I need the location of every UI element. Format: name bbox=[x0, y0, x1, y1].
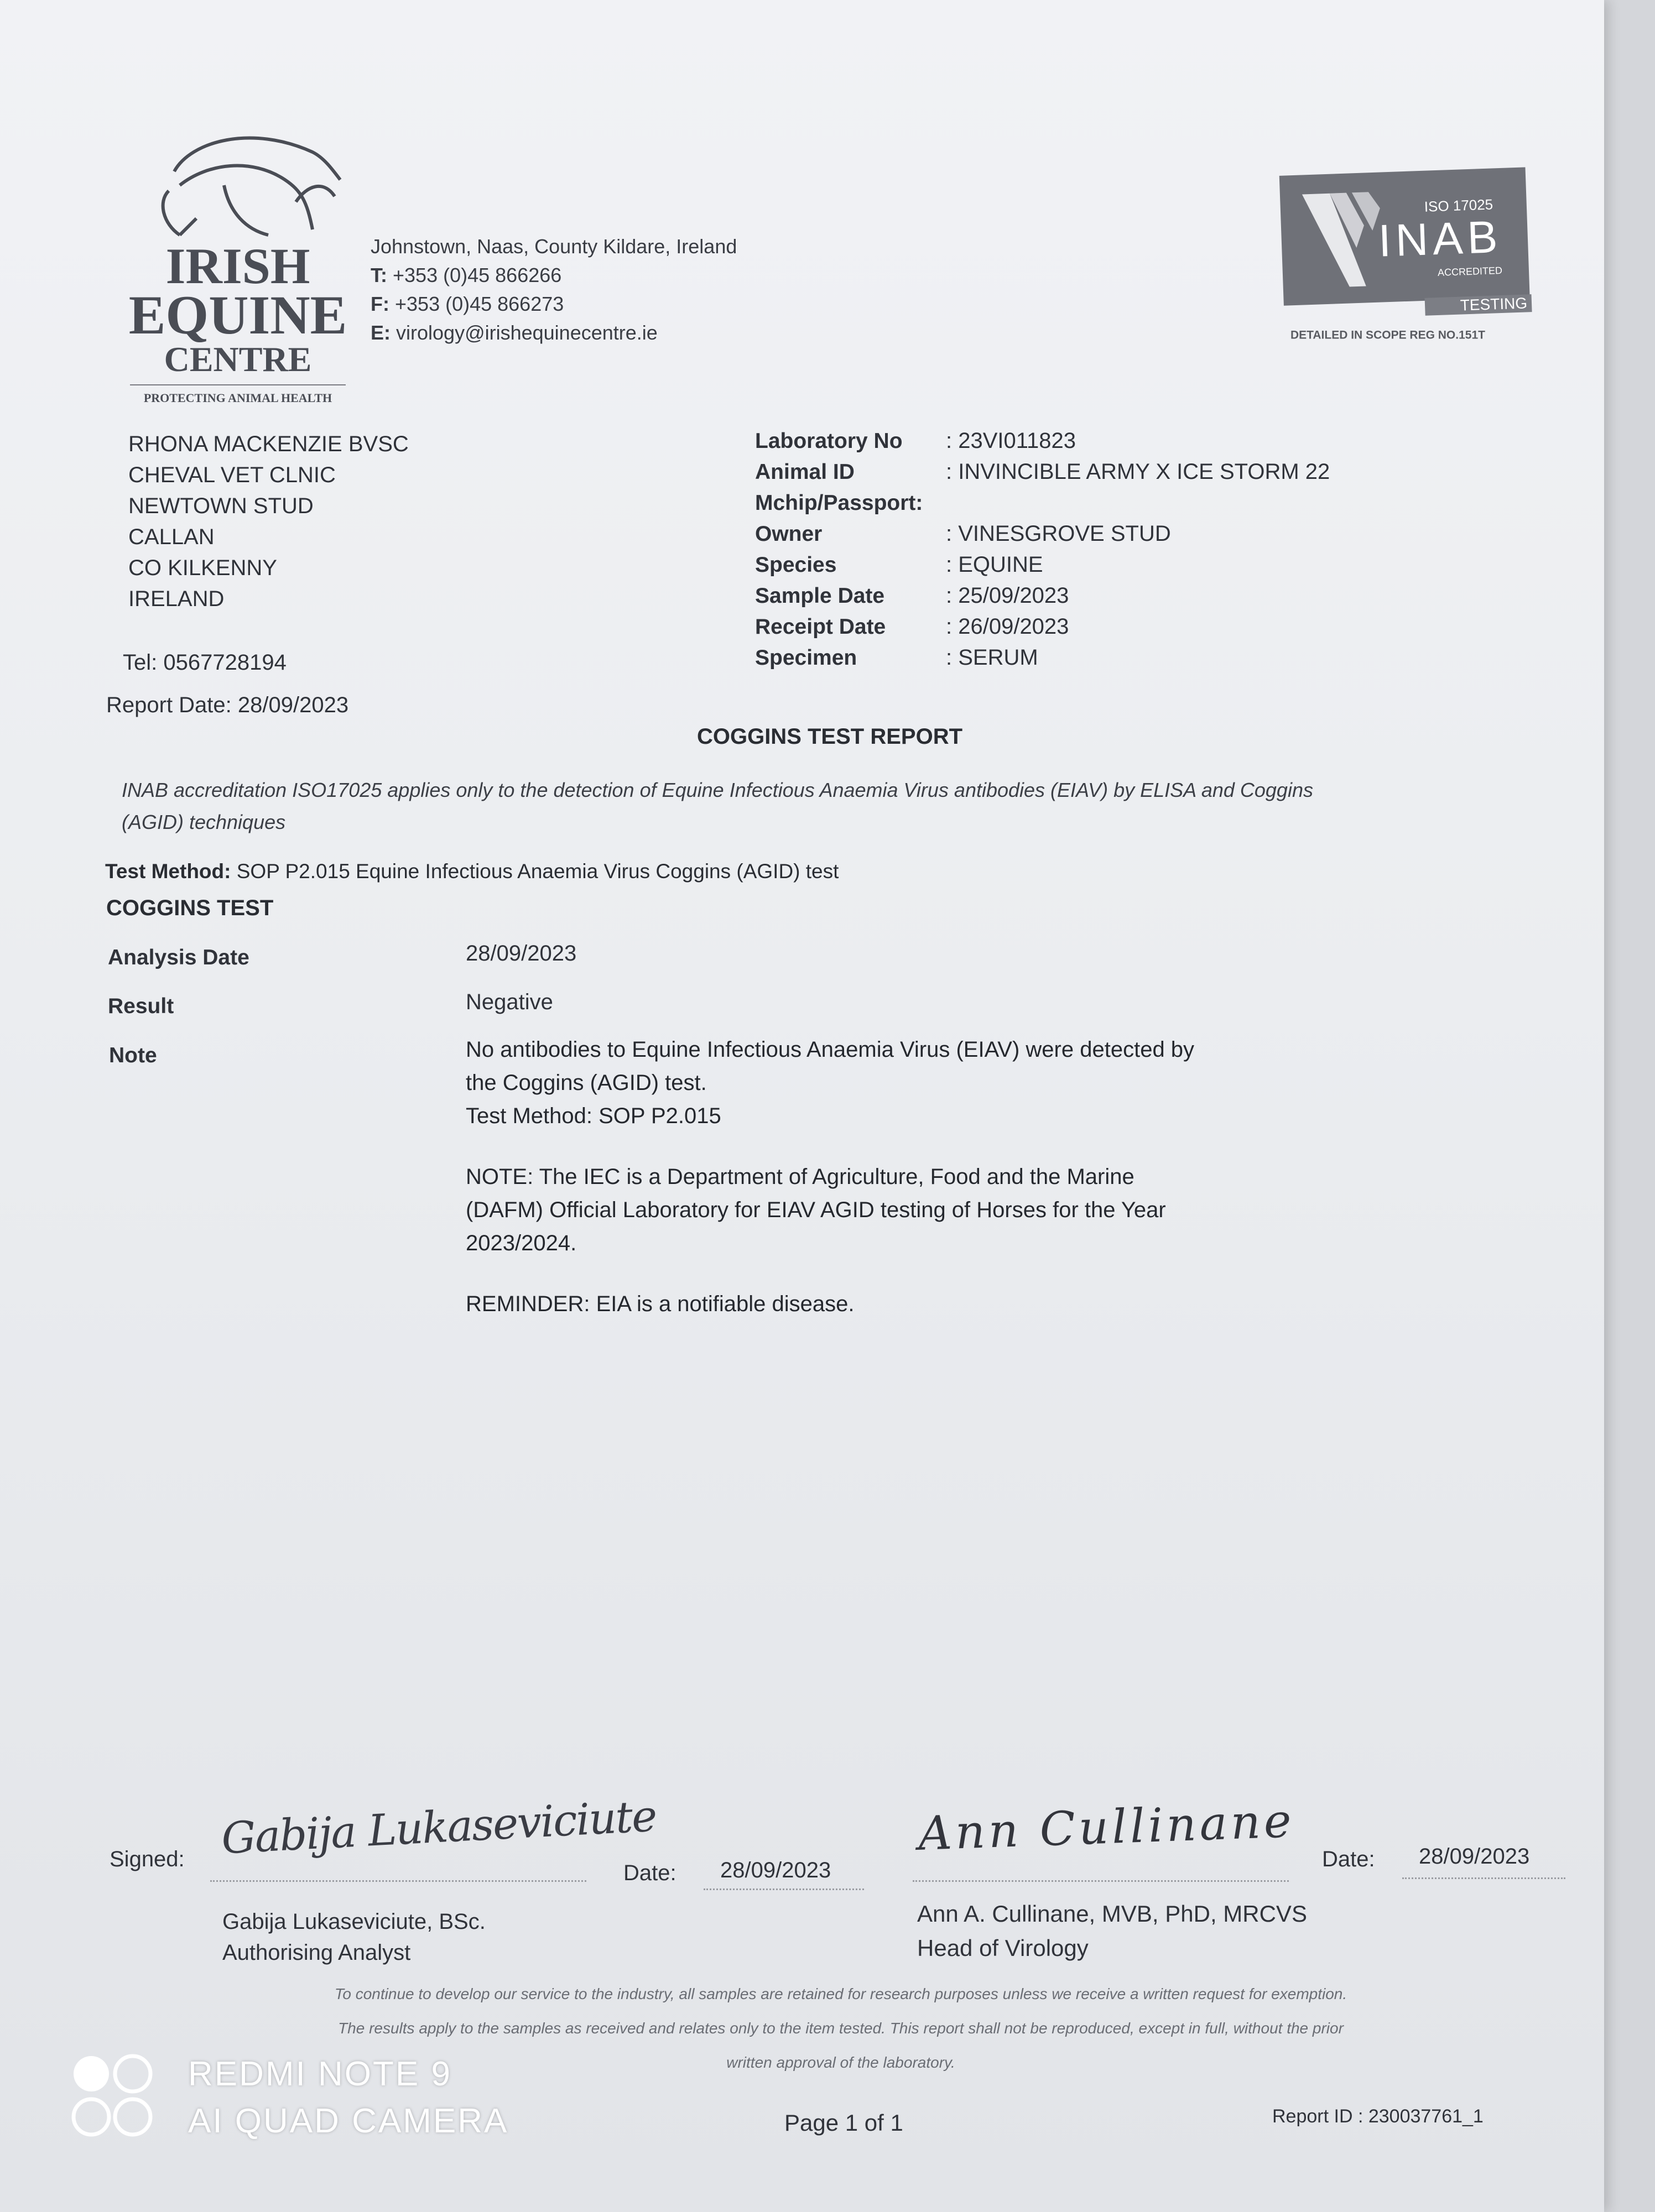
contact-email: E: virology@irishequinecentre.ie bbox=[371, 321, 658, 344]
date-value-1: 28/09/2023 bbox=[720, 1858, 831, 1882]
report-title: COGGINS TEST REPORT bbox=[696, 724, 963, 749]
signature-2-handwriting: Ann Cullinane bbox=[917, 1793, 1296, 1861]
camera-watermark bbox=[69, 2052, 622, 2151]
page-number: Page 1 of 1 bbox=[784, 2110, 903, 2136]
signature-1-handwriting: Gabija Lukaseviciute bbox=[220, 1791, 658, 1864]
reminder: REMINDER: EIA is a notifiable disease. bbox=[466, 1292, 855, 1316]
date-label-1: Date: bbox=[623, 1861, 676, 1885]
signatory-1 bbox=[222, 1906, 486, 1968]
detail-row: Sample Date : 25/09/2023 bbox=[755, 583, 1069, 608]
analysis-date-label: Analysis Date bbox=[108, 946, 249, 969]
recipient-tel: Tel: 0567728194 bbox=[123, 650, 287, 675]
note-line: (DAFM) Official Laboratory for EIAV AGID testing of Horses for the Year bbox=[466, 1198, 1166, 1222]
logo-tagline: PROTECTING ANIMAL HEALTH bbox=[130, 384, 346, 405]
result-label: Result bbox=[108, 994, 174, 1018]
logo-line-irish: IRISH bbox=[165, 238, 310, 294]
note-text bbox=[466, 1033, 1295, 1321]
inab-iso: ISO 17025 bbox=[1424, 196, 1493, 215]
watermark-line-1: REDMI NOTE 9 bbox=[188, 2055, 452, 2093]
disclaimer-line: To continue to develop our service to the industry, all samples are retained for research purposes unless we receive a written request for exemption. bbox=[334, 1985, 1347, 2002]
logo-line-equine: EQUINE bbox=[128, 284, 347, 346]
note-line: NOTE: The IEC is a Department of Agriculture, Food and the Marine bbox=[466, 1165, 1134, 1189]
detail-row: Animal ID : INVINCIBLE ARMY X ICE STORM 22 bbox=[755, 460, 1330, 484]
quad-camera-icon bbox=[69, 2052, 158, 2140]
recipient-line: CALLAN bbox=[128, 525, 215, 549]
detail-row: Owner : VINESGROVE STUD bbox=[755, 521, 1171, 546]
iec-logo bbox=[124, 119, 351, 406]
result-value: Negative bbox=[466, 990, 553, 1014]
note-line: Test Method: SOP P2.015 bbox=[466, 1104, 721, 1128]
inab-accredited: ACCREDITED bbox=[1437, 264, 1503, 278]
watermark-line-2: AI QUAD CAMERA bbox=[188, 2102, 509, 2140]
recipient-line: IRELAND bbox=[128, 587, 225, 611]
test-method-value: SOP P2.015 Equine Infectious Anaemia Virus Coggins (AGID) test bbox=[236, 860, 839, 883]
signatory-1-role: Authorising Analyst bbox=[222, 1940, 411, 1965]
disclaimer-line: The results apply to the samples as received and relates only to the item tested. This report shall not be reproduced, except in full, without the prior bbox=[338, 2020, 1344, 2037]
date-line-2 bbox=[1402, 1877, 1565, 1879]
recipient-address bbox=[128, 429, 516, 614]
contact-fax: F: +353 (0)45 866273 bbox=[371, 293, 564, 315]
recipient-line: CHEVAL VET CLNIC bbox=[128, 463, 336, 487]
signed-label: Signed: bbox=[110, 1847, 185, 1871]
disclaimer-line: written approval of the laboratory. bbox=[726, 2054, 955, 2071]
report-date: Report Date: 28/09/2023 bbox=[106, 693, 349, 717]
test-method bbox=[105, 860, 839, 883]
contact-phone: T: +353 (0)45 866266 bbox=[371, 264, 562, 286]
horse-logo-icon bbox=[141, 119, 351, 252]
analysis-date-value: 28/09/2023 bbox=[466, 941, 577, 966]
accreditation-note: INAB accreditation ISO17025 applies only to the detection of Equine Infectious Anaemia Virus antibodies (EIAV) by ELISA and Coggins (AGID) techniques bbox=[122, 779, 1313, 833]
note-line: 2023/2024. bbox=[466, 1231, 577, 1255]
recipient-line: CO KILKENNY bbox=[128, 556, 277, 580]
note-label: Note bbox=[109, 1044, 157, 1067]
contact-block bbox=[371, 232, 813, 347]
section-title: COGGINS TEST bbox=[106, 896, 274, 920]
date-line-1 bbox=[704, 1888, 864, 1890]
signatory-2-role: Head of Virology bbox=[917, 1935, 1089, 1961]
inab-accreditation-badge bbox=[1279, 167, 1532, 347]
detail-row: Specimen : SERUM bbox=[755, 645, 1038, 670]
note-line: the Coggins (AGID) test. bbox=[466, 1071, 707, 1095]
contact-address: Johnstown, Naas, County Kildare, Ireland bbox=[371, 235, 737, 258]
signatory-2 bbox=[917, 1897, 1307, 1965]
date-label-2: Date: bbox=[1322, 1847, 1375, 1871]
recipient-line: RHONA MACKENZIE BVSC bbox=[128, 432, 409, 456]
detail-row: Mchip/Passport: bbox=[755, 491, 923, 515]
signature-2-line bbox=[913, 1880, 1289, 1882]
inab-scope: DETAILED IN SCOPE REG NO.151T bbox=[1290, 328, 1485, 342]
detail-row: Laboratory No : 23VI011823 bbox=[755, 429, 1076, 453]
test-method-label: Test Method: bbox=[105, 860, 231, 883]
logo-line-centre: CENTRE bbox=[164, 340, 312, 379]
date-value-2: 28/09/2023 bbox=[1419, 1844, 1530, 1869]
detail-row: Species : EQUINE bbox=[755, 552, 1043, 577]
signatory-1-name: Gabija Lukaseviciute, BSc. bbox=[222, 1910, 486, 1934]
signatory-2-name: Ann A. Cullinane, MVB, PhD, MRCVS bbox=[917, 1901, 1307, 1927]
detail-row: Receipt Date : 26/09/2023 bbox=[755, 614, 1069, 639]
report-id: Report ID : 230037761_1 bbox=[1272, 2106, 1484, 2127]
inab-brand: INAB bbox=[1377, 211, 1503, 267]
recipient-line: NEWTOWN STUD bbox=[128, 494, 314, 518]
note-line: No antibodies to Equine Infectious Anaemia Virus (EIAV) were detected by bbox=[466, 1037, 1195, 1062]
signature-1-line bbox=[210, 1880, 586, 1882]
inab-testing: TESTING bbox=[1425, 294, 1532, 316]
